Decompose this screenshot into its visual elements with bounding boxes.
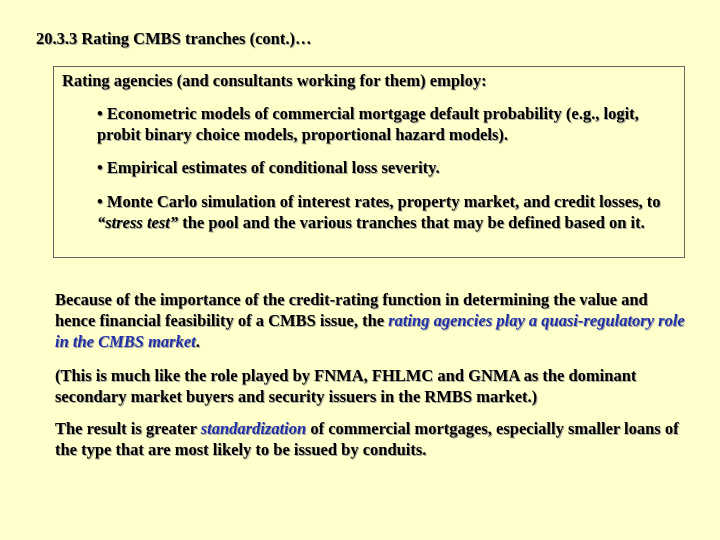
paragraph-rmbs-comparison: (This is much like the role played by FNMA, FHLMC and GNMA as the dominant secondary market buyers and security issuers in the RMBS market.) (55, 366, 637, 406)
bullet-econometric-models (97, 103, 682, 145)
bullet-monte-carlo (97, 191, 682, 233)
paragraph-text-before: Because of the importance of the credit-rating function in determining the value and hence financial feasibility of a CMBS issue, the (55, 290, 648, 330)
stress-test-emphasis: “stress test” (97, 213, 179, 232)
paragraph-text-after: of commercial mortgages, especially smaller loans of the type that are most likely to be issued by conduits. (55, 419, 679, 459)
methods-box (53, 66, 685, 258)
standardization-highlight: standardization (200, 419, 307, 438)
bullet-marker: • (97, 104, 107, 123)
paragraph-text-after: . (195, 332, 200, 351)
slide-title: 20.3.3 Rating CMBS tranches (cont.)… (36, 29, 312, 48)
bullet-marker: • (97, 192, 107, 211)
quasi-regulatory-highlight: rating agencies play a quasi-regulatory role in the CMBS market (55, 311, 685, 351)
paragraph-text-before: The result is greater (55, 419, 201, 438)
bullet-text: Empirical estimates of conditional loss severity. (106, 158, 440, 177)
bullet-marker: • (97, 158, 107, 177)
paragraph-standardization (55, 418, 685, 460)
bullet-text: Econometric models of commercial mortgage default probability (e.g., logit, probit binary choice models, proportional hazard models). (97, 104, 639, 144)
bullet-text-after: the pool and the various tranches that may be defined based on it. (178, 213, 645, 232)
bullet-loss-severity (97, 157, 682, 178)
box-intro: Rating agencies (and consultants working for them) employ: (62, 71, 487, 90)
bullet-text-before: Monte Carlo simulation of interest rates, property market, and credit losses, to (106, 192, 661, 211)
paragraph-credit-rating (55, 289, 685, 352)
